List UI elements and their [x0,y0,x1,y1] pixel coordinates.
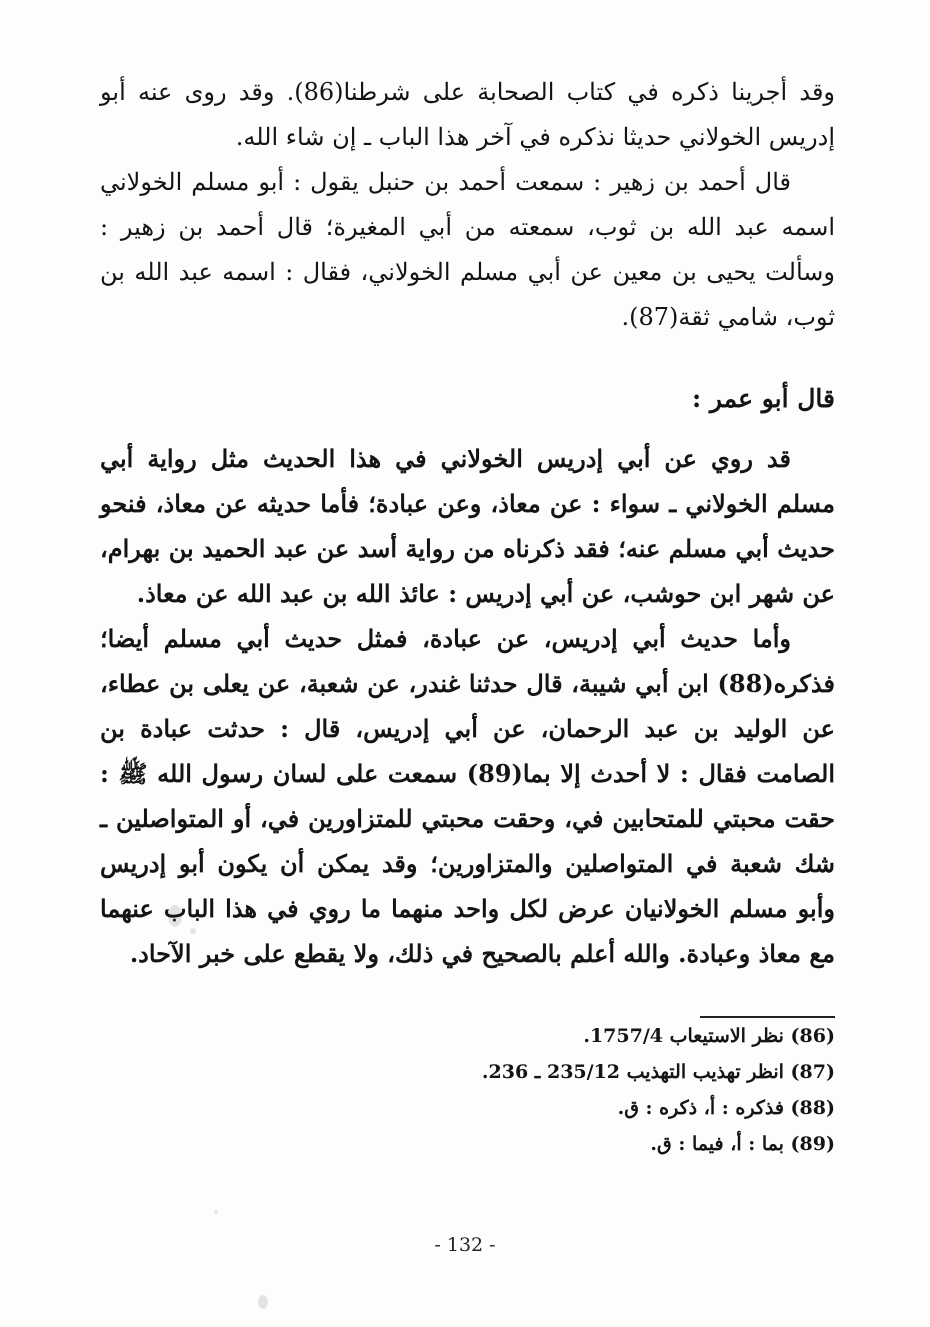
footnote-87: (87) انظر تهذيب التهذيب 235/12 ـ 236. [481,1061,835,1083]
scan-speck [214,1210,218,1214]
scan-speck [258,1295,268,1309]
body-text [100,70,835,976]
paragraph-4: وأما حديث أبي إدريس، عن عبادة، فمثل حديث أبي مسلم أيضا؛ فذكره(88) ابن أبي شيبة، قال حدثنا غندر، عن شعبة، عن يعلى بن عطاء، عن الوليد بن عبد الرحمان، عن أبي إدريس، قال : حدثت عبادة بن الصامت فقال : لا أحدث إلا بما(89) سمعت على لسان رسول الله ﷺ : حقت محبتي للمتحابين في، وحقت محبتي للمتزاورين في، أو المتواصلين ـ شك شعبة في المتواصلين والمتزاورين؛ وقد يمكن أن يكون أبو إدريس وأبو مسلم الخولانيان عرض لكل واحد منهما ما روي في هذا الباب عنهما مع معاذ وعبادة. والله أعلم بالصحيح في ذلك، ولا يقطع على خبر الآحاد. [100,624,835,968]
footnotes [300,1018,835,1162]
paragraph-1: وقد أجرينا ذكره في كتاب الصحابة على شرطنا(86). وقد روى عنه أبو إدريس الخولاني حديثا نذكره في آخر هذا الباب ـ إن شاء الله. [100,78,836,151]
footnote-88: (88) فذكره : أ، ذكره : ق. [617,1097,835,1119]
paragraph-2: قال أحمد بن زهير : سمعت أحمد بن حنبل يقول : أبو مسلم الخولاني اسمه عبد الله بن ثوب، سمعته من أبي المغيرة؛ قال أحمد بن زهير : وسألت يحيى بن معين عن أبي مسلم الخولاني، فقال : اسمه عبد الله بن ثوب، شامي ثقة(87). [100,168,836,331]
footnote-89: (89) بما : أ، فيما : ق. [650,1133,835,1155]
paragraph-3: قد روي عن أبي إدريس الخولاني في هذا الحديث مثل رواية أبي مسلم الخولاني ـ سواء : عن معاذ، وعن عبادة؛ فأما حديثه عن معاذ، فنحو حديث أبي مسلم عنه؛ فقد ذكرناه من رواية أسد عن عبد الحميد بن بهرام، عن شهر ابن حوشب، عن أبي إدريس : عائذ الله بن عبد الله عن معاذ. [100,444,835,608]
footnote-86: (86) نظر الاستيعاب 1757/4. [583,1025,835,1047]
page-number: - 132 - [434,1234,496,1256]
section-heading: قال أبو عمر : [691,384,835,413]
